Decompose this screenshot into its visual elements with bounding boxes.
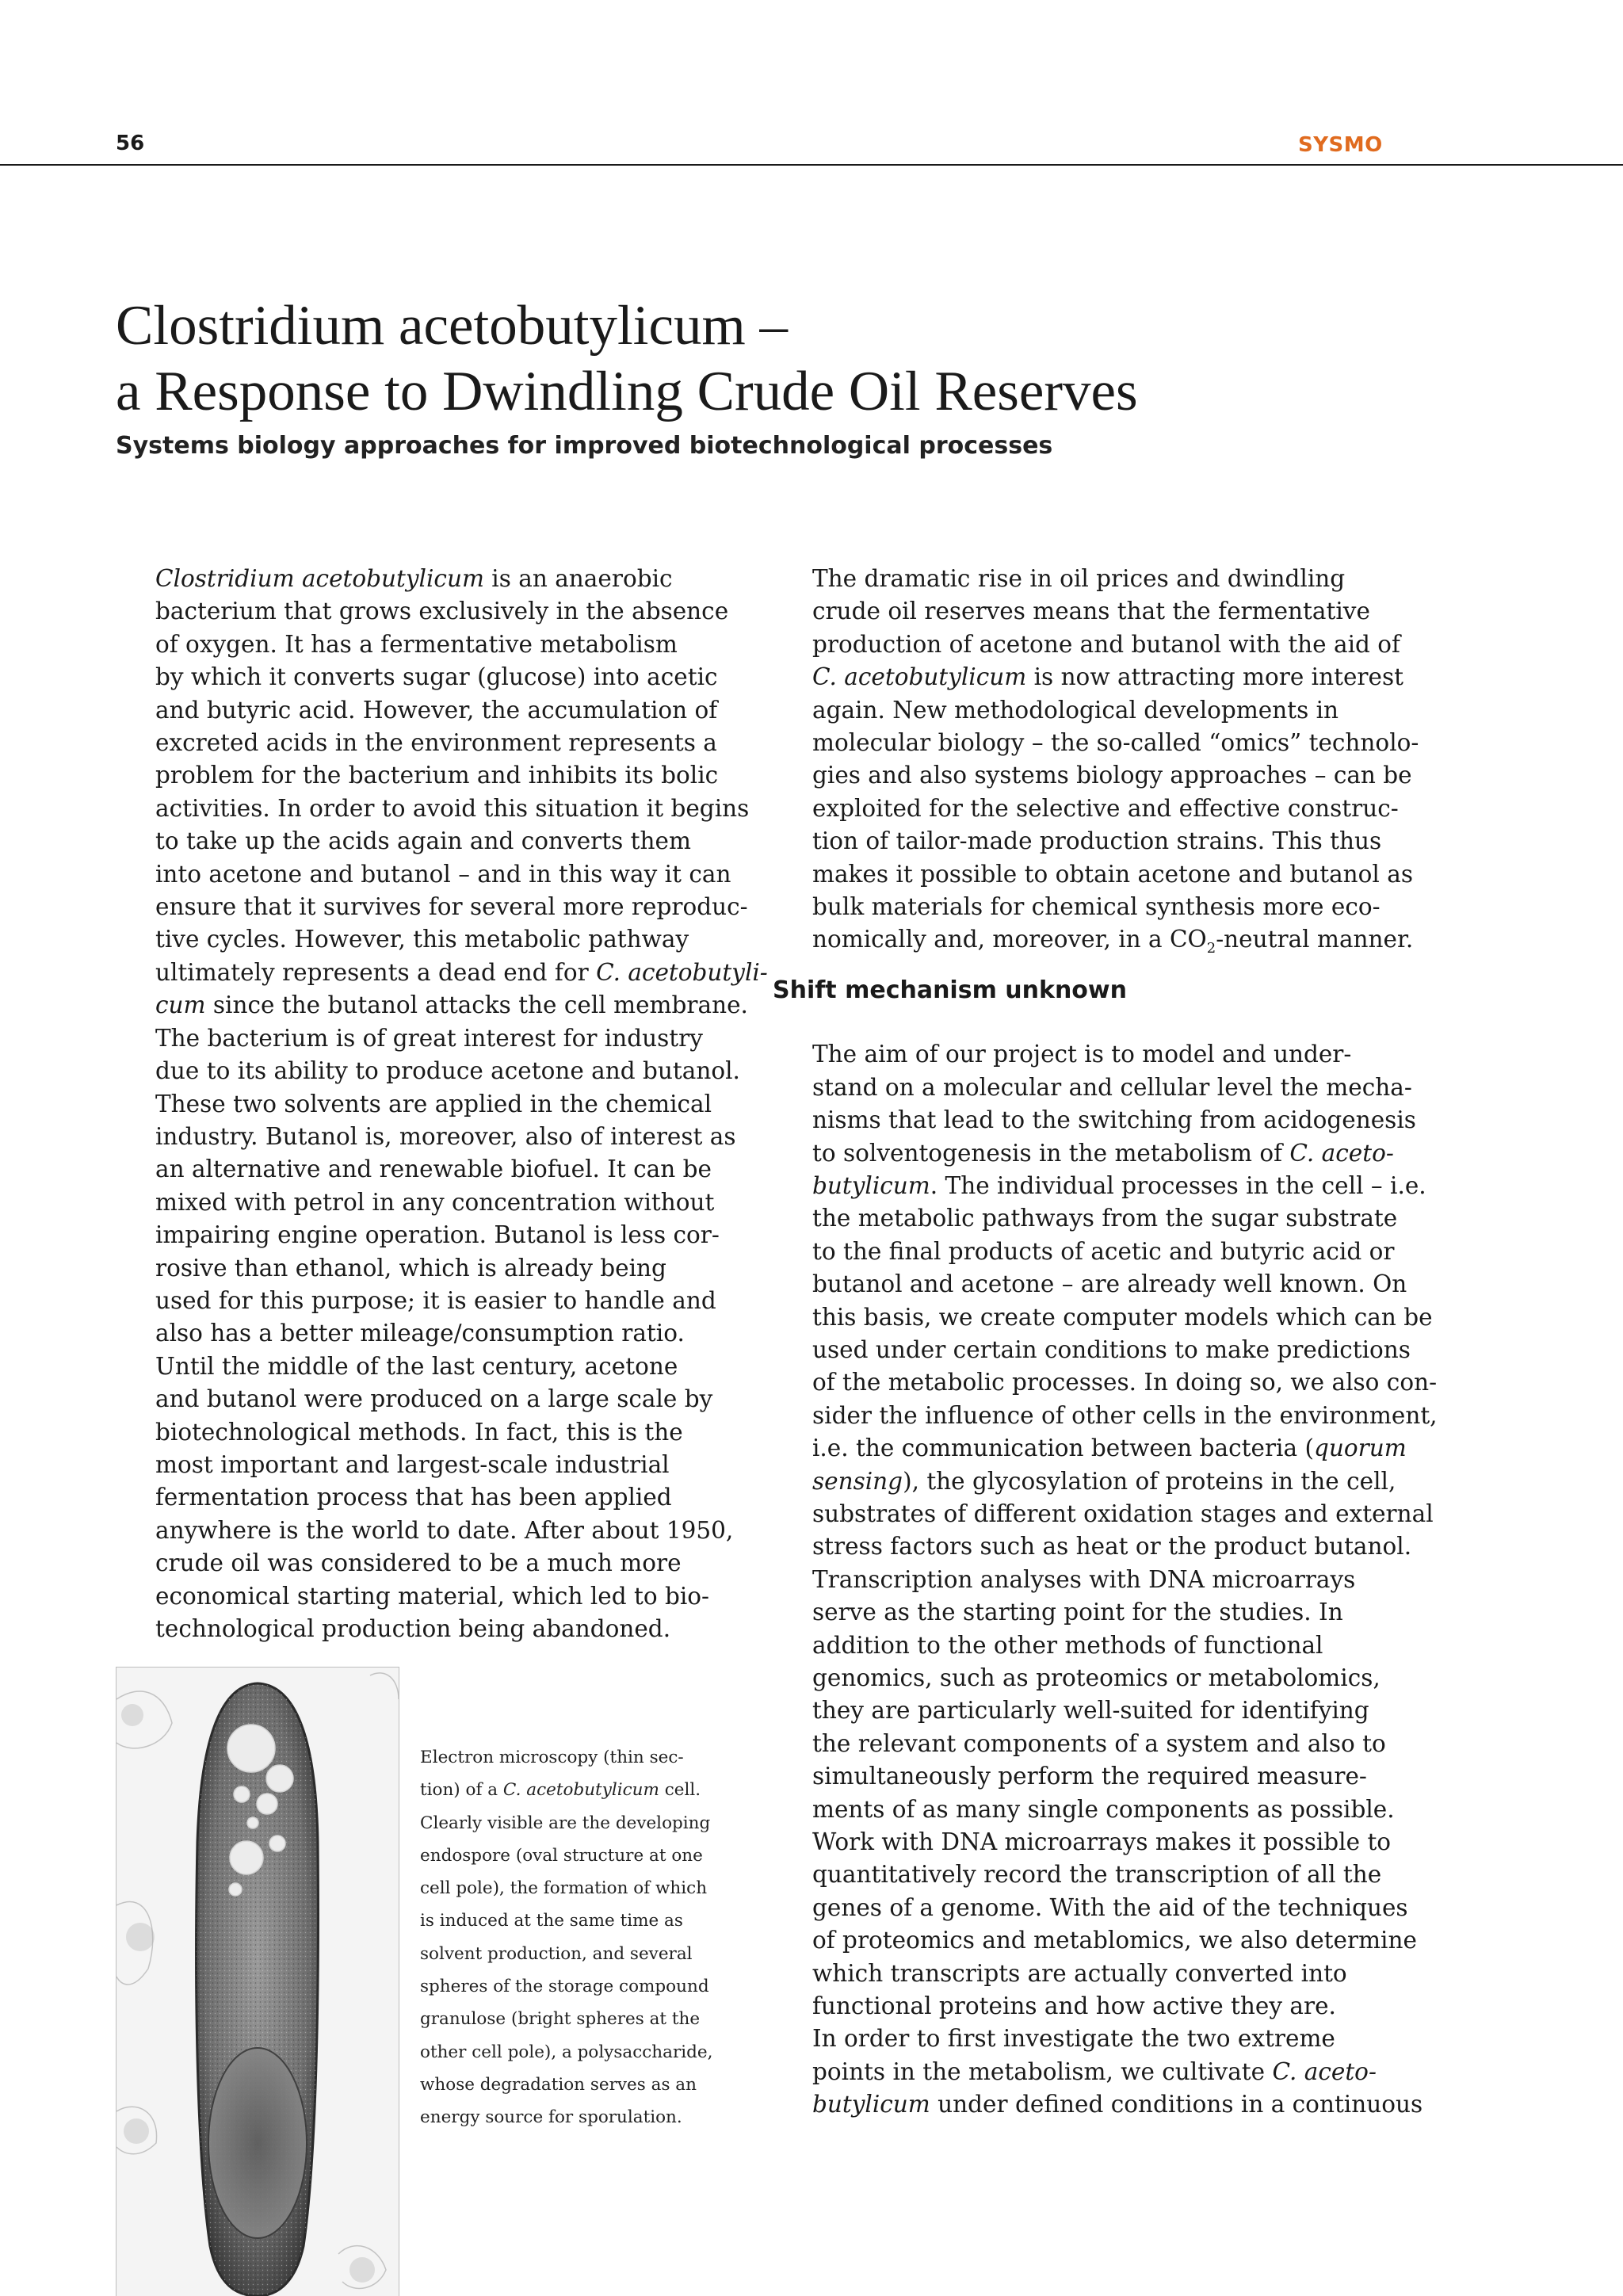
text-line: endospore (oval structure at one [420,1845,703,1866]
text-line: spheres of the storage compound [420,1977,709,1997]
text-line: The dramatic rise in oil prices and dwindling [812,565,1346,592]
text-line: this basis, we create computer models which can be [812,1303,1433,1331]
endospore-shape [208,2048,307,2238]
text-line: These two solvents are applied in the chemical [155,1090,712,1117]
text-line: bacterium that grows exclusively in the absence [155,598,729,625]
subscript-two: 2 [1206,940,1216,957]
text-line: used under certain conditions to make predictions [812,1335,1411,1363]
text-line: tive cycles. However, this metabolic pathway [155,926,689,953]
body-paragraph [116,1022,740,1350]
text-line: fermentation process that has been applied [155,1484,672,1511]
text-line: The bacterium is of great interest for industry [155,1024,703,1052]
text-line: again. New methodological developments in [812,696,1339,724]
text-line: tion) of a C. acetobutylicum cell. [420,1780,701,1801]
text-line: In order to first investigate the two extreme [812,2025,1335,2053]
text-line: to the final products of acetic and butyric acid or [812,1237,1395,1265]
text-line: ments of as many single components as possible. [812,1795,1395,1823]
text-line: biotechnological methods. In fact, this is the [155,1418,683,1446]
body-paragraph [773,1564,1417,2023]
text-line: addition to the other methods of functional [812,1631,1323,1659]
text-line: whose degradation serves as an [420,2074,697,2095]
text-line: points in the metabolism, we cultivate C. aceto- [812,2057,1377,2085]
text-line: crude oil reserves means that the fermentative [812,598,1370,625]
text-line: the relevant components of a system and also to [812,1729,1386,1757]
figure-caption [420,1741,713,2134]
text-line: Clearly visible are the developing [420,1813,711,1833]
article-title [116,293,1463,425]
header-rule [0,164,1623,166]
text-line: Clostridium acetobutylicum is an anaerobic [155,565,673,592]
text-line: to take up the acids again and converts them [155,827,691,855]
text-line: used for this purpose; it is easier to handle and [155,1286,716,1314]
text-line: Until the middle of the last century, acetone [155,1352,678,1380]
body-paragraph [773,1038,1438,1564]
text-line: sider the influence of other cells in the environment, [812,1401,1438,1429]
text-line: rosive than ethanol, which is already being [155,1254,666,1282]
text-line: solvent production, and several [420,1943,693,1964]
text-line: problem for the bacterium and inhibits its bolic [155,762,719,789]
text-line: also has a better mileage/consumption ratio. [155,1320,685,1347]
text-line: of oxygen. It has a fermentative metabolism [155,630,678,658]
text-line: which transcripts are actually converted into [812,1959,1347,1987]
text-line: butylicum. The individual processes in the cell – i.e. [812,1171,1426,1199]
section-label: SYSMO [1298,133,1383,157]
text-line: economical starting material, which led to bio- [155,1582,710,1610]
text-line: cum since the butanol attacks the cell membrane. [155,991,748,1019]
text-line: by which it converts sugar (glucose) into acetic [155,663,718,691]
micrograph-figure [116,1667,399,2296]
title-line-2: a Response to Dwindling Crude Oil Reserves [116,361,1138,422]
text-line: genes of a genome. With the aid of the techniques [812,1893,1408,1921]
text-line: of proteomics and metablomics, we also determine [812,1927,1417,1954]
text-line: simultaneously perform the required measure- [812,1763,1367,1790]
text-line: genomics, such as proteomics or metabolomics, [812,1664,1381,1691]
text-line: Transcription analyses with DNA microarrays [812,1565,1356,1593]
electron-micrograph-image [116,1668,399,2296]
body-paragraph [773,563,1419,957]
text-line: an alternative and renewable biofuel. It can be [155,1156,712,1183]
text-line: bulk materials for chemical synthesis more eco- [812,893,1381,921]
text-line: butanol and acetone – are already well known. On [812,1270,1407,1298]
text-line: quantitatively record the transcription of all the [812,1861,1382,1889]
text-line: other cell pole), a polysaccharide, [420,2042,713,2062]
body-line: nomically and, moreover, in a $CO_2$-neutral manner. [812,926,1414,957]
text-line: of the metabolic processes. In doing so, we also con- [812,1369,1438,1396]
text-line: nisms that lead to the switching from acidogenesis [812,1106,1416,1134]
text-line: and butanol were produced on a large scale by [155,1385,713,1413]
text-line: crude oil was considered to be a much more [155,1549,682,1577]
text-line: granulose (bright spheres at the [420,2009,701,2030]
text-line: gies and also systems biology approaches – can be [812,762,1412,789]
section-heading: Shift mechanism unknown [773,976,1127,1004]
text-line: impairing engine operation. Butanol is less cor- [155,1221,720,1249]
text-line: mixed with petrol in any concentration without [155,1188,715,1216]
article-subtitle: Systems biology approaches for improved biotechnological processes [116,432,1053,460]
text-line: they are particularly well-suited for identifying [812,1697,1369,1725]
text-line: most important and largest-scale industrial [155,1450,670,1478]
text-line: ultimately represents a dead end for C. acetobutyli- [155,958,768,986]
text-line: into acetone and butanol – and in this way it can [155,860,731,888]
text-line: sensing), the glycosylation of proteins in the cell, [812,1467,1396,1495]
text-line: Work with DNA microarrays makes it possible to [812,1828,1392,1856]
text-line: energy source for sporulation. [420,2107,682,2128]
text-line: butylicum under defined conditions in a continuous [812,2091,1423,2118]
text-line: cell pole), the formation of which [420,1878,708,1899]
body-paragraph [773,2023,1423,2121]
text-line: exploited for the selective and effective construc- [812,794,1399,822]
text-line: production of acetone and butanol with the aid of [812,630,1400,658]
text-line: ensure that it survives for several more reproduc- [155,893,748,921]
text-line: excreted acids in the environment represents a [155,729,717,757]
text-line: molecular biology – the so-called “omics” technolo- [812,729,1419,757]
text-line: i.e. the communication between bacteria (quorum [812,1435,1407,1462]
text-line: to solventogenesis in the metabolism of C. aceto- [812,1139,1394,1167]
text-line: stand on a molecular and cellular level the mecha- [812,1073,1412,1101]
body-paragraph [116,1350,734,1646]
right-text-column [773,563,1438,2122]
title-line-1: Clostridium acetobutylicum – [116,295,788,357]
text-line: makes it possible to obtain acetone and butanol as [812,860,1413,888]
text-line: Electron microscopy (thin sec- [420,1748,684,1767]
text-line: serve as the starting point for the studies. In [812,1599,1343,1626]
text-line: stress factors such as heat or the product butanol. [812,1533,1412,1561]
text-line: due to its ability to produce acetone and butanol. [155,1057,740,1085]
text-line: anywhere is the world to date. After about 1950, [155,1516,734,1544]
text-line: functional proteins and how active they are. [812,1992,1336,2020]
text-line: and butyric acid. However, the accumulation of [155,696,718,724]
text-line: industry. Butanol is, moreover, also of interest as [155,1122,736,1150]
text-line: C. acetobutylicum is now attracting more interest [812,663,1403,691]
page-number: 56 [116,132,145,155]
text-line: activities. In order to avoid this situation it begins [155,794,750,822]
text-line: tion of tailor-made production strains. This thus [812,827,1382,855]
left-text-column [116,563,768,1645]
text-line: is induced at the same time as [420,1911,683,1931]
text-line: the metabolic pathways from the sugar substrate [812,1205,1398,1232]
text-line: technological production being abandoned. [155,1615,671,1642]
body-paragraph [116,563,768,1022]
text-line: The aim of our project is to model and under- [812,1041,1352,1068]
text-line: substrates of different oxidation stages and external [812,1499,1434,1527]
